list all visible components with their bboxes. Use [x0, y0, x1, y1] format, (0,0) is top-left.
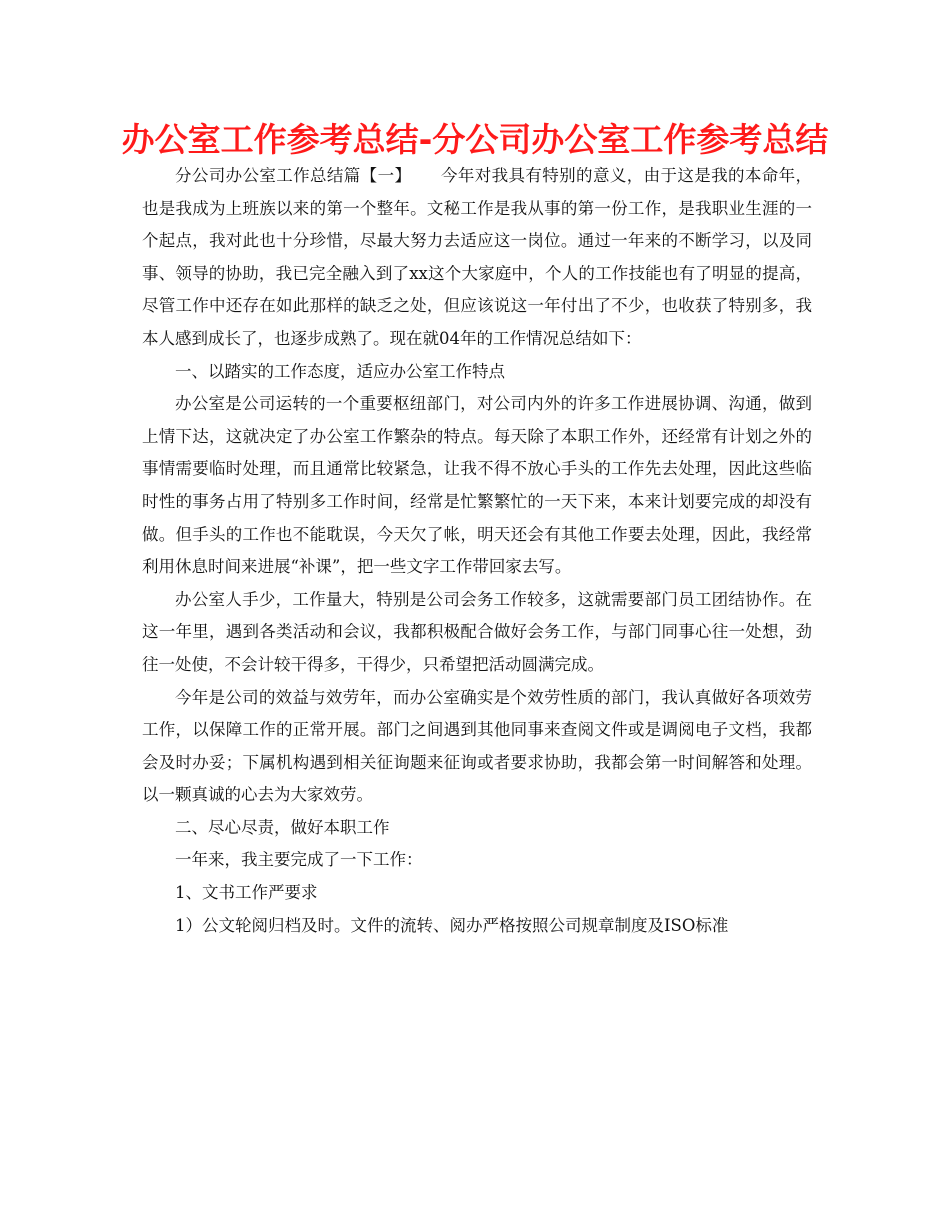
paragraph: 今年是公司的效益与效劳年，而办公室确实是个效劳性质的部门，我认真做好各项效劳工作，以保障工作的正常开展。部门之间遇到其他同事来查阅文件或是调阅电子文档，我都会及时办妥；下属机构遇到相关征询题来征询或者要求协助，我都会第一时间解答和处理。以一颗真诚的心去为大家效劳。 — [142, 687, 812, 805]
section-heading-2: 二、尽心尽责，做好本职工作 — [175, 817, 390, 837]
paragraph: 办公室是公司运转的一个重要枢纽部门，对公司内外的许多工作进展协调、沟通，做到上情下达，这就决定了办公室工作繁杂的特点。每天除了本职工作外，还经常有计划之外的事情需要临时处理，而且通常比较紧急，让我不得不放心手头的工作先去处理，因此这些临时性的事务占用了特别多工作时间，经常是忙繁繁忙的一天下来，本来计划要完成的却没有做。但手头的工作也不能耽误，今天欠了帐，明天还会有其他工作要去处理，因此，我经常利用休息时间来进展“补课”，把一些文字工作带回家去写。 — [142, 394, 812, 577]
paragraph: 办公室人手少，工作量大，特别是公司会务工作较多，这就需要部门员工团结协作。在这一年里，遇到各类活动和会议，我都积极配合做好会务工作，与部门同事心往一处想，劲往一处使，不会计较干得多，干得少，只希望把活动圆满完成。 — [142, 589, 812, 674]
paragraph: 一年来，我主要完成了一下工作： — [175, 850, 423, 870]
subsection-heading: 1、文书工作严要求 — [175, 883, 318, 903]
document-title: 办公室工作参考总结-分公司办公室工作参考总结 — [121, 120, 829, 159]
document-body — [142, 160, 812, 942]
intro-heading: 分公司办公室工作总结篇【一】 — [175, 166, 412, 185]
paragraph: 1）公文轮阅归档及时。文件的流转、阅办严格按照公司规章制度及ISO标准 — [175, 915, 729, 935]
intro-paragraph — [142, 160, 812, 356]
intro-text: 今年对我具有特别的意义，由于这是我的本命年，也是我成为上班族以来的第一个整年。文秘工作是我从事的第一份工作，是我职业生涯的一个起点，我对此也十分珍惜，尽最大努力去适应这一岗位。通过一年来的不断学习，以及同事、领导的协助，我已完全融入到了xx这个大家庭中，个人的工作技能也有了明显的提高，尽管工作中还存在如此那样的缺乏之处，但应该说这一年付出了不少，也收获了特别多，我本人感到成长了，也逐步成熟了。现在就04年的工作情况总结如下： — [142, 166, 813, 348]
section-heading-1: 一、以踏实的工作态度，适应办公室工作特点 — [175, 361, 505, 381]
